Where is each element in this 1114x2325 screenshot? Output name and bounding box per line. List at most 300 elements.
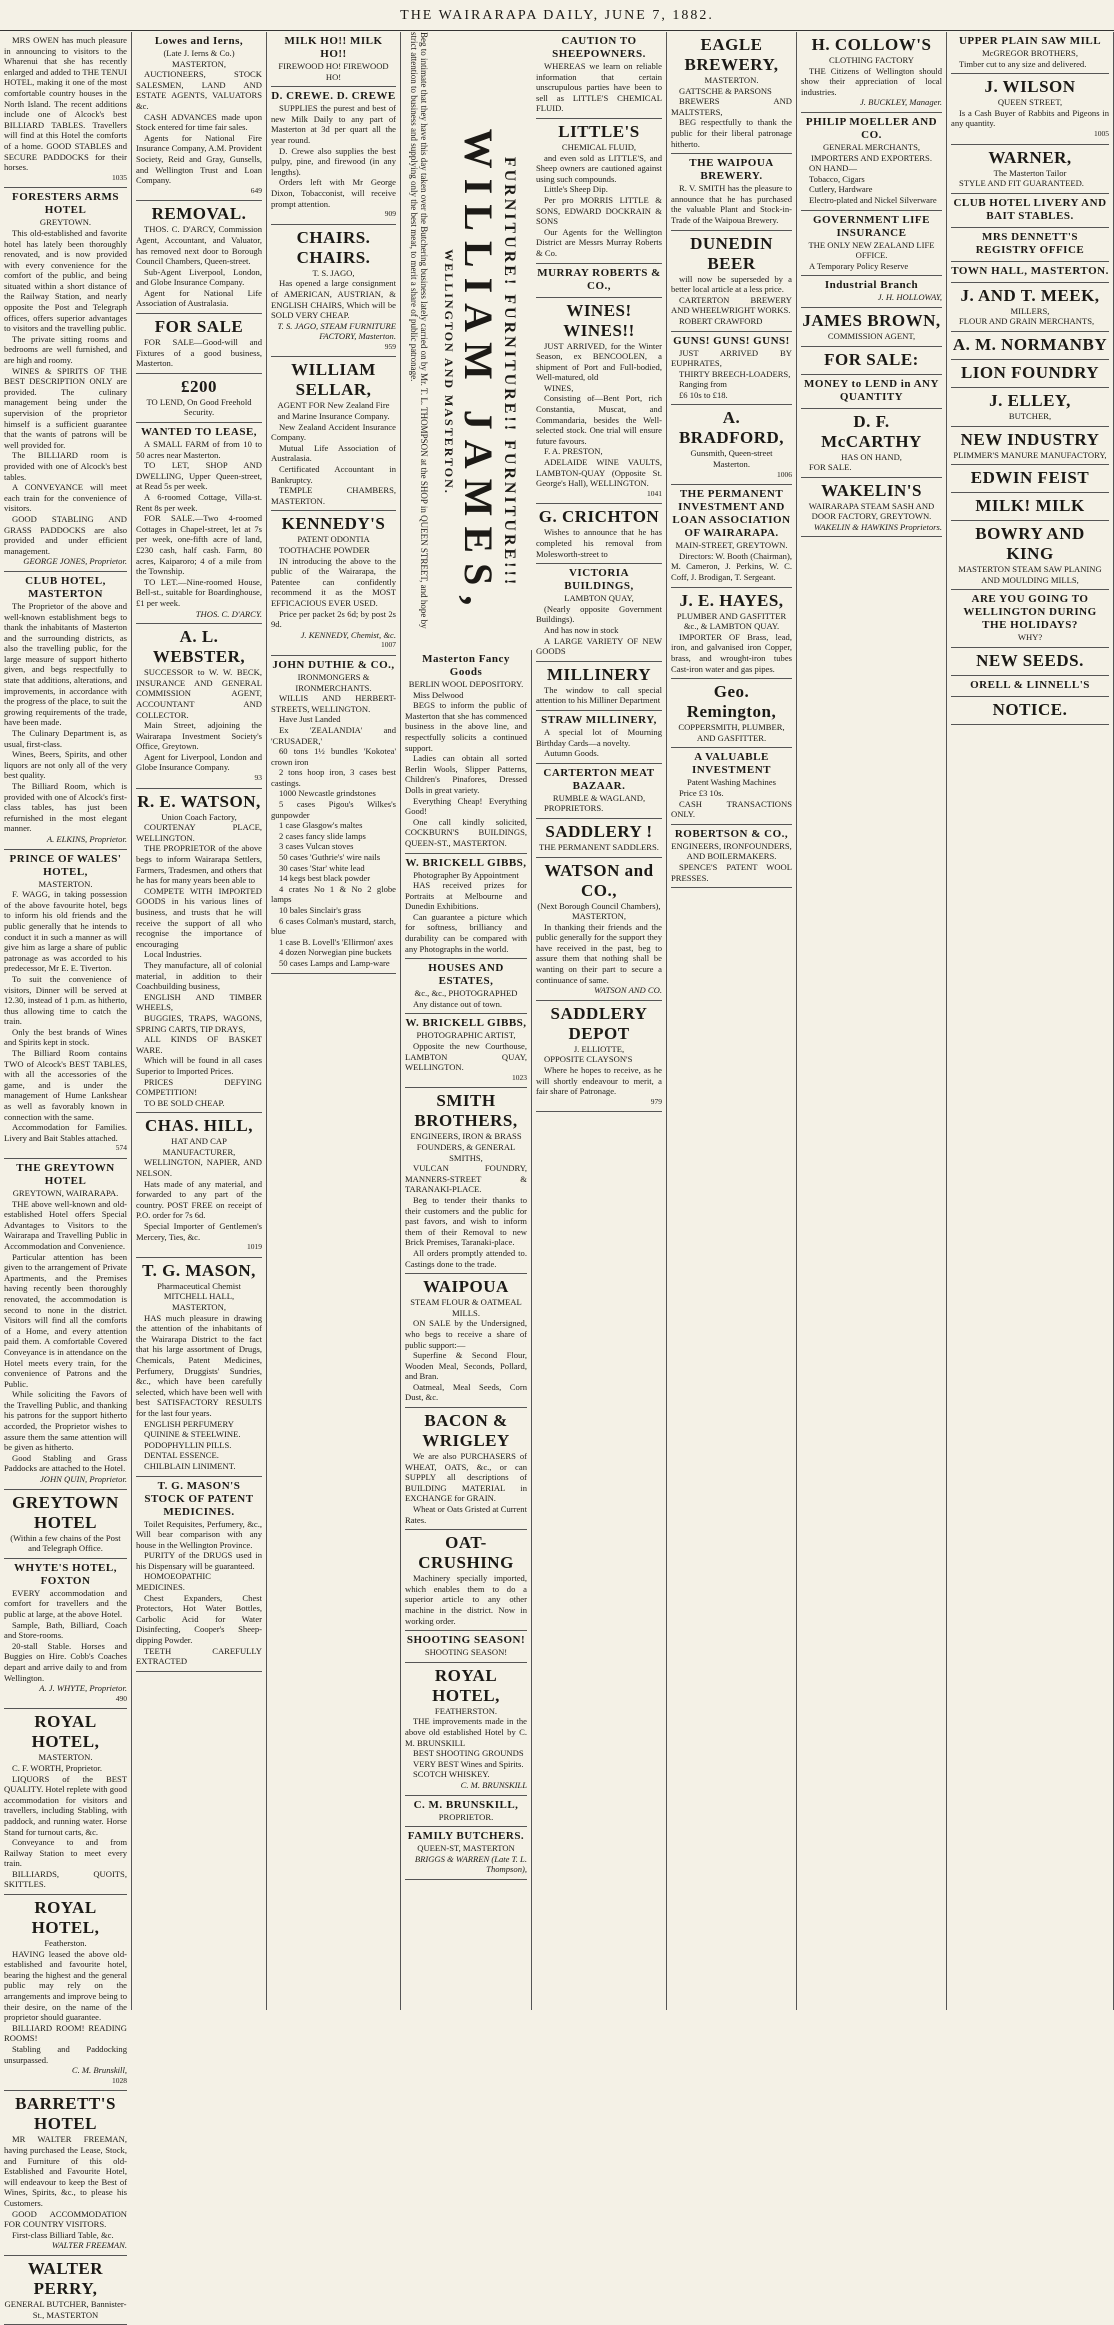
ad-subtitle: J. ELLIOTTE,: [573, 1043, 625, 1054]
ad-text: In thanking their friends and the public generally for the support they have received in the past, beg to assure them that nothing shall be wanting on their part to secure a continuance of same.: [536, 921, 662, 985]
advertisement: [405, 1663, 527, 1796]
ad-signature: J. BUCKLEY, Manager.: [859, 97, 942, 108]
ad-text: THE above well-known and old-established Hotel offers Special Advantages to Visitors to the Wairarapa and Travelling Public in Accommodation and Convenience.: [4, 1198, 127, 1251]
ad-text: Conveyance to and from Railway Station to meet every train.: [4, 1837, 127, 1869]
ad-title: Geo. Remington,: [686, 682, 777, 722]
ad-subtitle: PLUMBER AND GASFITTER &c., & LAMBTON QUAY.: [676, 610, 787, 632]
ad-subtitle: ENGINEERS, IRON & BRASS FOUNDERS, & GENERAL SMITHS,: [410, 1131, 522, 1163]
ad-signature: A. ELKINS, Proprietor.: [46, 833, 127, 844]
ad-text: WINES & SPIRITS OF THE BEST DESCRIPTION ONLY are provided. The culinary management being under the supervision of the proprietor himself is a sufficient guarantee that the wants of patrons will be well provided for.: [4, 365, 127, 450]
ad-text: Is a Cash Buyer of Rabbits and Pigeons in any quantity.: [951, 107, 1109, 129]
advertisement: [671, 748, 792, 824]
ad-title: W. BRICKELL GIBBS,: [405, 856, 527, 869]
advertisement: [405, 1631, 527, 1663]
advertisement: [671, 231, 792, 332]
page-header: [0, 0, 1114, 31]
ad-text: And has now in stock: [544, 624, 619, 635]
ad-text: ENGLISH PERFUMERY: [144, 1418, 235, 1429]
ad-text: Special Importer of Gentlemen's Mercery, Ties, &c.: [136, 1221, 262, 1242]
ad-title: MURRAY ROBERTS & CO.,: [537, 266, 661, 292]
ad-text: HAS received prizes for Portraits at Melbourne and Dunedin Exhibitions.: [405, 880, 527, 912]
ad-text: Autumn Goods.: [544, 748, 599, 759]
ad-text: Orders left with Mr George Dixon, Tobacconist, will receive prompt attention.: [271, 177, 396, 209]
ad-title: A. BRADFORD,: [678, 408, 785, 448]
ad-text: ADELAIDE WINE VAULTS, LAMBTON-QUAY (Opposite St. George's Hall), WELLINGTON.: [536, 457, 662, 489]
ad-title: LION FOUNDRY: [960, 362, 1100, 382]
ad-signature: J. H. HOLLOWAY,: [877, 292, 942, 303]
ad-title: ARE YOU GOING TO WELLINGTON DURING THE HOLIDAYS?: [963, 593, 1097, 632]
ad-signature: THOS. C. D'ARCY.: [195, 608, 262, 619]
ad-text: Consisting of—Bent Port, rich Constantia, Muscat, and Commandaria, besides the Well-selected stock. One trial will ensure future favours.: [536, 393, 662, 446]
ad-number: 93: [254, 773, 262, 783]
ad-text: and even sold as LITTLE'S, and Sheep owners are cautioned against using such compounds.: [536, 152, 662, 184]
ad-text: CARTERTON BREWERY AND WHEELWRIGHT WORKS.: [671, 294, 792, 316]
ad-title: LITTLE'S: [558, 121, 640, 141]
ad-text: A LARGE VARIETY OF NEW GOODS: [536, 635, 662, 657]
ad-number: 1028: [112, 2075, 127, 2085]
ad-text: CASH TRANSACTIONS ONLY.: [671, 798, 792, 820]
advertisement: [405, 1014, 527, 1088]
ad-text: ALL KINDS OF BASKET WARE.: [136, 1034, 262, 1055]
ad-signature: T. S. JAGO, STEAM FURNITURE FACTORY, Masterton.: [277, 320, 396, 342]
ad-text: A special lot of Mourning Birthday Cards—a novelty.: [536, 726, 662, 748]
advertisement: [271, 87, 396, 225]
advertisement: [671, 588, 792, 680]
ad-title: CHAS. HILL,: [145, 1116, 253, 1136]
ad-text: The Billiard Room contains TWO of Alcock's BEST TABLES, with all the accessories of the game, and is under the management of Hume Lankshear as well as favorably known in connection with the same.: [4, 1048, 127, 1122]
ad-title: CARTERTON MEAT BAZAAR.: [543, 766, 655, 792]
ad-text: JUST ARRIVED, for the Winter Season, ex BENCOOLEN, a shipment of Port and Full-bodied, Well-matured, old: [536, 340, 662, 383]
ad-text: PRICES DEFYING COMPETITION!: [136, 1076, 262, 1098]
ad-number: 1007: [381, 640, 396, 650]
ad-text: 1000 Newcastle grindstones: [279, 788, 376, 799]
advertisement: [671, 485, 792, 587]
advertisement: [671, 332, 792, 406]
advertisement: [271, 656, 396, 974]
ad-text: (Nearly opposite Government Buildings).: [536, 603, 662, 625]
advertisement: [4, 572, 127, 850]
ad-text: ON HAND—: [809, 163, 857, 174]
ad-number: 490: [115, 1693, 127, 1703]
banner-line-2: WILLIAM JAMES,: [456, 128, 501, 616]
advertisement: [405, 1408, 527, 1530]
advertisement: [4, 850, 127, 1159]
advertisement: [671, 679, 792, 748]
ad-title: TOWN HALL, MASTERTON.: [951, 264, 1109, 277]
ad-text: Chest Expanders, Chest Protectors, Hot Water Bottles, Carbolic Acid for Water Disinfecting, Cooper's Sheep-dipping Powder.: [136, 1592, 262, 1646]
ad-subtitle: MASTERTON.: [704, 75, 759, 85]
ad-title: SMITH BROTHERS,: [414, 1091, 518, 1131]
ad-subtitle: SHOOTING SEASON!: [424, 1647, 508, 1658]
advertisement: [801, 113, 942, 211]
advertisement: [951, 360, 1109, 388]
ad-text: TEMPLE CHAMBERS, MASTERTON.: [271, 485, 396, 506]
ad-text: 4 crates No 1 & No 2 globe lamps: [271, 883, 396, 905]
ad-text: Beg to tender their thanks to their customers and the public for past favors, and wish to inform them of their Removal to new Brick Premises, Taranaki-place.: [405, 1194, 527, 1248]
ad-number: 979: [650, 1096, 662, 1106]
advertisement: [951, 32, 1109, 74]
ad-signature: BRIGGS & WARREN (Late T. L. Thompson),: [414, 1853, 527, 1875]
ad-text: 50 cases Lamps and Lamp-ware: [279, 957, 390, 968]
ad-title: PRINCE OF WALES' HOTEL,: [9, 852, 122, 878]
ad-title: WANTED TO LEASE,: [140, 426, 258, 439]
ad-text: Sub-Agent Liverpool, London, and Globe Insurance Company.: [136, 266, 262, 288]
ad-title: WAKELIN'S: [821, 480, 922, 500]
masthead: THE WAIRARAPA DAILY, JUNE 7, 1882.: [400, 8, 714, 23]
advertisement: [4, 1559, 127, 1710]
advertisement: [4, 32, 127, 188]
advertisement: [951, 145, 1109, 194]
ad-title: NOTICE.: [992, 699, 1068, 719]
ad-text: Accommodation for Families. Livery and Bait Stables attached.: [4, 1122, 127, 1143]
ad-text: PODOPHYLLIN PILLS.: [144, 1439, 232, 1450]
advertisement: [405, 854, 527, 960]
ad-text: Machinery specially imported, which enables them to do a superior article to any other machine in the district. Now in working order.: [405, 1573, 527, 1626]
ad-text: Agents for National Fire Insurance Company, A.M. Provident Society, Reid and Gray, Gunsells, and Wellington Trust and Loan Company.: [136, 132, 262, 186]
advertisement: [951, 521, 1109, 590]
ad-text: COURTENAY PLACE, WELLINGTON.: [136, 822, 262, 843]
ad-subtitle: McGREGOR BROTHERS,: [982, 48, 1078, 58]
ad-subtitle: MILLERS,: [1010, 305, 1050, 316]
ad-text: Superfine & Second Flour, Wooden Meal, Seconds, Pollard, and Bran.: [405, 1350, 527, 1382]
ad-title: BOWRY AND KING: [975, 524, 1085, 564]
ad-text: LIQUORS of the BEST QUALITY. Hotel replete with good accommodation for visitors and travellers, including Stabling, with paddock, and running water. Horse Stand for turnout carts, &c.: [4, 1773, 127, 1837]
ad-text: One call kindly solicited, COCKBURN'S BUILDINGS, QUEEN-ST., MASTERTON.: [405, 816, 527, 848]
advertisement: [951, 590, 1109, 648]
ad-subtitle: Patent Washing Machines: [687, 777, 776, 788]
ad-text: TEETH CAREFULLY EXTRACTED: [136, 1645, 262, 1667]
ad-title: FAMILY BUTCHERS.: [407, 1830, 525, 1843]
ad-title: DUNEDIN BEER: [690, 233, 773, 273]
ad-text: To suit the convenience of visitors, Dinner will be served at 12.30, instead of 1 p.m. as hitherto, thus allowing time to catch the train.: [4, 973, 127, 1027]
advertisement: [951, 332, 1109, 360]
ad-text: Opposite the new Courthouse, LAMBTON QUAY, WELLINGTON.: [405, 1041, 527, 1073]
advertisement: [136, 423, 262, 624]
ad-subtitle: The Masterton Tailor: [993, 167, 1067, 178]
advertisement: [951, 388, 1109, 427]
ad-text: PROPRIETORS.: [544, 803, 604, 814]
advertisement: [951, 262, 1109, 283]
ad-title: MONEY to LEND in ANY QUANTITY: [804, 377, 939, 403]
advertisement: [951, 283, 1109, 332]
column-1: [0, 32, 132, 2320]
ad-text: Ex 'ZEALANDIA' and 'CRUSADER,': [271, 724, 396, 746]
ad-text: A Temporary Policy Reserve: [809, 260, 909, 271]
ad-text: Certificated Accountant in Bankruptcy.: [271, 464, 396, 485]
ad-text: FLOUR AND GRAIN MERCHANTS,: [959, 316, 1095, 327]
ad-title: FOR SALE: [154, 317, 244, 337]
ad-subtitle: GREYTOWN.: [39, 217, 92, 228]
advertisement: [536, 32, 662, 119]
ad-text: The Billiard Room, which is provided with one of Alcock's first-class tables, has just been refurnished in the most elegant manner.: [4, 781, 127, 834]
ad-text: Local Industries.: [144, 949, 202, 960]
ad-title: Masterton Fancy Goods: [422, 653, 510, 678]
advertisement: [136, 1258, 262, 1477]
ad-text: New Zealand Accident Insurance Company.: [271, 421, 396, 443]
ad-title: ORELL & LINNELL'S: [970, 678, 1090, 691]
ad-subtitle: FIREWOOD HO! FIREWOOD HO!: [278, 61, 389, 82]
ad-text: Wines, Beers, Spirits, and other liquors are not only all of the very best quality.: [4, 749, 127, 781]
ad-subtitle: (Late J. Ierns & Co.) MASTERTON,: [163, 48, 235, 69]
ad-title: MILK! MILK: [975, 496, 1085, 516]
furniture-banner: [432, 32, 518, 712]
ad-title: £200: [181, 376, 217, 396]
ad-title: Industrial Branch: [824, 279, 919, 292]
ad-text: Mutual Life Association of Australasia.: [271, 442, 396, 464]
ad-number: 1041: [647, 488, 662, 498]
ad-text: Price per packet 2s 6d; by post 2s 9d.: [271, 608, 396, 630]
ad-title: MRS DENNETT'S REGISTRY OFFICE: [975, 230, 1085, 256]
ad-title: J. WILSON: [984, 77, 1076, 97]
ad-text: THOS. C. D'ARCY, Commission Agent, Accountant, and Valuator, has removed next door to Borough Council Chambers, Queen-street.: [136, 224, 262, 267]
ad-text: WHEREAS we learn on reliable information that certain unscrupulous parties have been to sell as LITTLE'S CHEMICAL FLUID.: [536, 61, 662, 114]
ad-text: Our Agents for the Wellington District are Messrs Murray Roberts & Co.: [536, 226, 662, 258]
ad-text: A CONVEYANCE will meet each train for the convenience of visitors.: [4, 482, 127, 514]
ad-text: 4 dozen Norwegian pine buckets: [279, 947, 392, 958]
ad-text: The BILLIARD room is provided with one of Alcock's best tables.: [4, 450, 127, 482]
ad-subtitle: HAS ON HAND,: [841, 451, 902, 462]
ad-text: Price £3 10s.: [679, 787, 724, 798]
ad-subtitle: THE PERMANENT SADDLERS.: [539, 841, 659, 852]
ad-signature: J. KENNEDY, Chemist, &c.: [300, 629, 396, 640]
ad-title: WILLIAM SELLAR,: [291, 360, 376, 400]
advertisement: [271, 511, 396, 656]
ad-title: EDWIN FEIST: [970, 468, 1090, 488]
ad-number: 1019: [247, 1242, 262, 1252]
ad-title: SHOOTING SEASON!: [406, 1634, 526, 1647]
ad-title: CLUB HOTEL, MASTERTON: [25, 574, 106, 600]
ad-text: GATTSCHE & PARSONS: [679, 85, 772, 96]
ad-text: Sample, Bath, Billiard, Coach and Store-rooms.: [4, 1619, 127, 1641]
ad-subtitle: BUTCHER,: [1008, 410, 1052, 421]
ad-signature: GEORGE JONES, Proprietor.: [23, 556, 127, 567]
ad-title: WARNER,: [988, 147, 1072, 167]
ad-title: ROYAL HOTEL,: [432, 1665, 500, 1705]
ad-text: THE Citizens of Wellington should show their appreciation of local industries.: [801, 65, 942, 97]
ad-text: Ranging from: [679, 379, 727, 390]
ad-text: Agent for National Life Association of Australasia.: [136, 287, 262, 309]
advertisement: [136, 624, 262, 789]
advertisement: [4, 1490, 127, 1559]
ad-text: COMPETE WITH IMPORTED GOODS in his various lines of business, and trusts that he will receive the support of all who recognise the importance of encouraging: [136, 885, 262, 949]
ad-title: BARRETT'S HOTEL: [15, 2094, 116, 2134]
ad-subtitle: HAT AND CAP MANUFACTURER,: [162, 1136, 236, 1157]
ad-text: 2 tons hoop iron, 3 cases best castings.: [271, 767, 396, 788]
ad-text: The window to call special attention to his Milliner Department: [536, 684, 662, 706]
ad-signature: C. M. BRUNSKILL: [460, 1779, 527, 1790]
ad-text: TO LET.—Nine-roomed House, Bell-st., suitable for Boardinghouse, £1 per week.: [136, 576, 262, 608]
ad-text: GOOD ACCOMMODATION FOR COUNTRY VISITORS.: [4, 2208, 127, 2230]
advertisement: [801, 347, 942, 375]
ad-title: G. CRICHTON: [538, 507, 660, 527]
ad-text: Miss Delwood: [413, 689, 464, 700]
ad-subtitle: FEATHERSTON.: [434, 1705, 498, 1716]
ad-title: Lowes and Ierns,: [154, 35, 244, 47]
ad-title: WATSON and CO.,: [544, 860, 654, 900]
ad-title: H. COLLOW'S: [811, 35, 932, 54]
ad-text: Main Street, adjoining the Wairarapa Investment Society's Office, Greytown.: [136, 720, 262, 752]
ad-title: FOR SALE:: [824, 349, 919, 369]
advertisement: [951, 427, 1109, 466]
ad-text: CASH ADVANCES made upon Stock entered for time fair sales.: [136, 111, 262, 133]
ad-text: The Proprietor of the above and well-known establishment begs to thank the inhabitants of Masterton and the surrounding districts, as also the travelling public, for the large measure of support hitherto given, and begs respectfully to state that additions, alterations, and improvements, in accordance with the progress of the place, to suit the growing requirements of the trade, have been made.: [4, 600, 127, 728]
ad-title: ROYAL HOTEL,: [31, 1898, 100, 1938]
ad-text: 5 cases Pigou's Wilkes's gunpowder: [271, 799, 396, 820]
advertisement: [136, 314, 262, 374]
ad-text: BEGS to inform the public of Masterton that she has commenced business in the above line, and respectfully solicits a continued support.: [405, 700, 527, 753]
ad-text: Toilet Requisites, Perfumery, &c., Will bear comparison with any house in the Wellington Province.: [136, 1518, 262, 1550]
ad-title: D. CREWE. D. CREWE: [271, 90, 396, 103]
vertical-notice-text: Beg to intimate that they have this day taken over the Butchering business lately carried on by Mr. T. L. THOMPSON at the SHOP in QUEEN STREET, and hope by strict attention to business and supplying only the best meat, to merit a share of public patronage.: [409, 32, 429, 629]
advertisement: [536, 264, 662, 298]
ad-subtitle: LAMBTON QUAY,: [564, 593, 634, 604]
ad-subtitle: (Within a few chains of the Post and Telegraph Office.: [10, 1532, 121, 1554]
ad-subtitle: CHEMICAL FLUID,: [561, 141, 637, 152]
ad-subtitle: MASTERTON.: [38, 878, 93, 889]
advertisement: [951, 648, 1109, 676]
ad-title: JOHN DUTHIE & CO.,: [272, 658, 395, 671]
advertisement: [536, 1001, 662, 1113]
ad-text: F. WAGG, in taking possession of the above favourite hotel, begs to inform his old friends and the public generally that he intends to conduct it in such a manner as will give him as large a share of public patronage as was accorded to his predecessor, Mr E. E. Tiverton.: [4, 889, 127, 974]
advertisement: [136, 374, 262, 423]
ad-title: THE GREYTOWN HOTEL: [16, 1162, 115, 1187]
ad-title: T. G. MASON,: [142, 1260, 256, 1280]
ad-text: C. F. WORTH, Proprietor.: [12, 1762, 103, 1773]
advertisement: [536, 298, 662, 505]
ad-title: GOVERNMENT LIFE INSURANCE: [812, 213, 930, 239]
ad-text: EVERY accommodation and comfort for travellers and the public at large, at the above Hotel.: [4, 1587, 127, 1619]
ad-title: CAUTION TO SHEEPOWNERS.: [552, 35, 646, 60]
ad-text: QUININE & STEELWINE.: [144, 1429, 241, 1440]
ad-title: NEW INDUSTRY: [960, 429, 1100, 449]
ad-title: GUNS! GUNS! GUNS!: [673, 334, 790, 347]
advertisement: [405, 1827, 527, 1880]
ad-title: SADDLERY !: [545, 821, 653, 841]
ad-subtitle: GENERAL MERCHANTS, IMPORTERS AND EXPORTERS.: [811, 141, 932, 163]
ad-title: W. BRICKELL GIBBS,: [405, 1017, 527, 1030]
ad-text: First-class Billiard Table, &c.: [12, 2229, 114, 2240]
ad-text: This old-established and favorite hotel has lately been thoroughly renovated, and is now provided with every convenience for the comfort of the public, and being situated within a short distance of the Railway Station, and nearly opposite the Post and Telegraph offices, offers superior advantages to visitors and the travelling public.: [4, 227, 127, 334]
ad-text: THIRTY BREECH-LOADERS,: [679, 368, 791, 379]
advertisement: [405, 1530, 527, 1631]
ad-signature: JOHN QUIN, Proprietor.: [39, 1474, 127, 1485]
banner-line-1: FURNITURE! FURNITURE!! FURNITURE!!!: [501, 156, 518, 588]
ad-title: A. M. NORMANBY: [952, 334, 1108, 354]
ad-text: WILLIS AND HERBERT-STREETS, WELLINGTON.: [271, 693, 396, 714]
ad-title: BACON & WRIGLEY: [422, 1411, 510, 1451]
ad-number: 909: [384, 209, 396, 219]
advertisement: [801, 32, 942, 113]
ad-text: CHILBLAIN LINIMENT.: [144, 1460, 236, 1471]
ad-text: FOR SALE.: [809, 462, 852, 473]
ad-text: TO LET, SHOP AND DWELLING, Upper Queen-street, at Read 5s per week.: [136, 460, 262, 492]
ad-text: SUPPLIES the purest and best of new Milk Daily to any part of Masterton at 3d per quart all the year round.: [271, 103, 396, 145]
ad-subtitle: CLOTHING FACTORY: [829, 55, 914, 65]
ad-text: Stabling and Paddocking unsurpassed.: [4, 2044, 127, 2065]
ad-subtitle: TO LEND, On Good Freehold Security.: [146, 396, 252, 418]
advertisement: [801, 211, 942, 277]
ad-text: VULCAN FOUNDRY, MANNERS-STREET & TARANAKI-PLACE.: [405, 1163, 527, 1195]
ad-text: WELLINGTON, NAPIER, AND NELSON.: [136, 1157, 262, 1179]
advertisement: [951, 493, 1109, 521]
ad-text: OPPOSITE CLAYSON'S: [544, 1054, 633, 1065]
ad-number: 1005: [1094, 128, 1109, 138]
ad-text: VERY BEST Wines and Spirits.: [413, 1758, 524, 1769]
ad-text: Electro-plated and Nickel Silverware: [809, 194, 937, 205]
ad-text: 1 case B. Lovell's 'Ellirmon' axes: [279, 936, 393, 947]
ad-signature: C. M. Brunskill,: [71, 2065, 127, 2076]
ad-number: 1023: [512, 1072, 527, 1082]
ad-text: 2 cases fancy slide lamps: [279, 830, 366, 841]
ad-text: 50 cases 'Guthrie's' wire nails: [279, 852, 381, 863]
ad-signature: WALTER FREEMAN.: [51, 2240, 127, 2251]
advertisement: [801, 478, 942, 538]
ad-number: 959: [384, 341, 396, 351]
advertisement: [271, 357, 396, 511]
ad-subtitle: QUEEN-ST, MASTERTON: [417, 1843, 515, 1854]
ad-text: Has opened a large consignment of AMERICAN, AUSTRIAN, & ENGLISH CHAIRS, Which will be SOLD VERY CHEAP.: [271, 278, 396, 321]
ad-text: Directors: W. Booth (Chairman), M. Cameron, J. Perkins, W. C. Coff, J. Brodigan, T. Sergeant.: [671, 550, 792, 583]
column-8: [797, 32, 947, 2010]
ad-text: SPENCE'S PATENT WOOL PRESSES.: [671, 861, 792, 883]
ad-text: HOMOEOPATHIC MEDICINES.: [136, 1571, 212, 1593]
ad-title: FORESTERS ARMS HOTEL: [12, 191, 119, 217]
ad-subtitle: STEAM FLOUR & OATMEAL MILLS.: [410, 1297, 522, 1318]
ad-subtitle: COMMISSION AGENT,: [827, 330, 916, 341]
ad-subtitle: IRONMONGERS & IRONMERCHANTS.: [295, 671, 372, 693]
ad-text: PURITY of the DRUGS used in his Dispensary will be guaranteed.: [136, 1550, 262, 1571]
ad-subtitle: &c., &c., PHOTOGRAPHED: [414, 988, 518, 999]
ad-subtitle: BERLIN WOOL DEPOSITORY.: [408, 679, 524, 689]
column-6: [532, 32, 667, 2010]
ad-text: HAS much pleasure in drawing the attention of the inhabitants of the Wairarapa District to the fact that his large assortment of Drugs, Chemicals, Patent Medicines, Perfumery, Druggists' Sundries, &c., which have been carefully selected, which have been well with best SATISFACTORY RESULTS for the last four years.: [136, 1312, 262, 1418]
ad-text: ON SALE by the Undersigned, who begs to receive a share of public support:—: [405, 1318, 527, 1350]
ad-title: A. L. WEBSTER,: [152, 627, 246, 667]
ad-text: THE PROPRIETOR of the above begs to inform Wairarapa Settlers, Farmers, Tradesmen, and others that he has for many years been able to: [136, 843, 262, 886]
ad-text: TO BE SOLD CHEAP.: [144, 1097, 225, 1108]
ad-text: BILLIARDS, QUOITS, SKITTLES.: [4, 1868, 127, 1890]
ad-title: NEW SEEDS.: [976, 650, 1084, 670]
ad-title: REMOVAL.: [151, 204, 247, 224]
ad-title: STRAW MILLINERY,: [541, 713, 657, 726]
ad-subtitle: GENERAL BUTCHER, Bannister-St., MASTERTON: [4, 2298, 127, 2320]
ad-text: The private sitting rooms and bedrooms are well furnished, and are high and roomy.: [4, 333, 127, 366]
ad-text: 60 tons 1½ bundles 'Kokotea' crown iron: [271, 746, 396, 767]
ad-title: MILLINERY: [546, 664, 652, 684]
advertisement: [405, 1088, 527, 1274]
ad-title: WINES! WINES!!: [563, 300, 635, 340]
advertisement: [671, 825, 792, 888]
ad-number: 1035: [112, 172, 127, 182]
advertisement: [4, 1709, 127, 1895]
ad-text: Little's Sheep Dip.: [544, 184, 608, 195]
banner-line-3: WELLINGTON AND MASTERTON.: [442, 249, 456, 495]
ad-text: IMPORTER OF Brass, lead, iron, and galvanised iron Copper, brass, and wrought-iron tubes Cast-iron water and gas pipes.: [671, 631, 792, 674]
ad-title: JAMES BROWN,: [802, 310, 941, 330]
ad-text: 1 case Glasgow's maltes: [279, 820, 363, 831]
advertisement: [536, 764, 662, 819]
advertisement: [536, 564, 662, 662]
ad-subtitle: AGENT FOR New Zealand Fire and Marine Insurance Company.: [277, 400, 390, 422]
ad-title: KENNEDY'S: [281, 514, 386, 534]
ad-title: ROBERTSON & CO.,: [674, 827, 789, 840]
advertisement: [4, 1895, 127, 2091]
ad-text: FOR SALE—Good-will and Fixtures of a good business, Masterton.: [136, 337, 262, 369]
advertisement: [136, 1113, 262, 1258]
advertisement: [4, 1159, 127, 1490]
ad-subtitle: T. S. JAGO,: [312, 267, 355, 278]
ad-text: Where he hopes to receive, as he will shortly endeavour to merit, a fair share of Patronage.: [536, 1065, 662, 1097]
